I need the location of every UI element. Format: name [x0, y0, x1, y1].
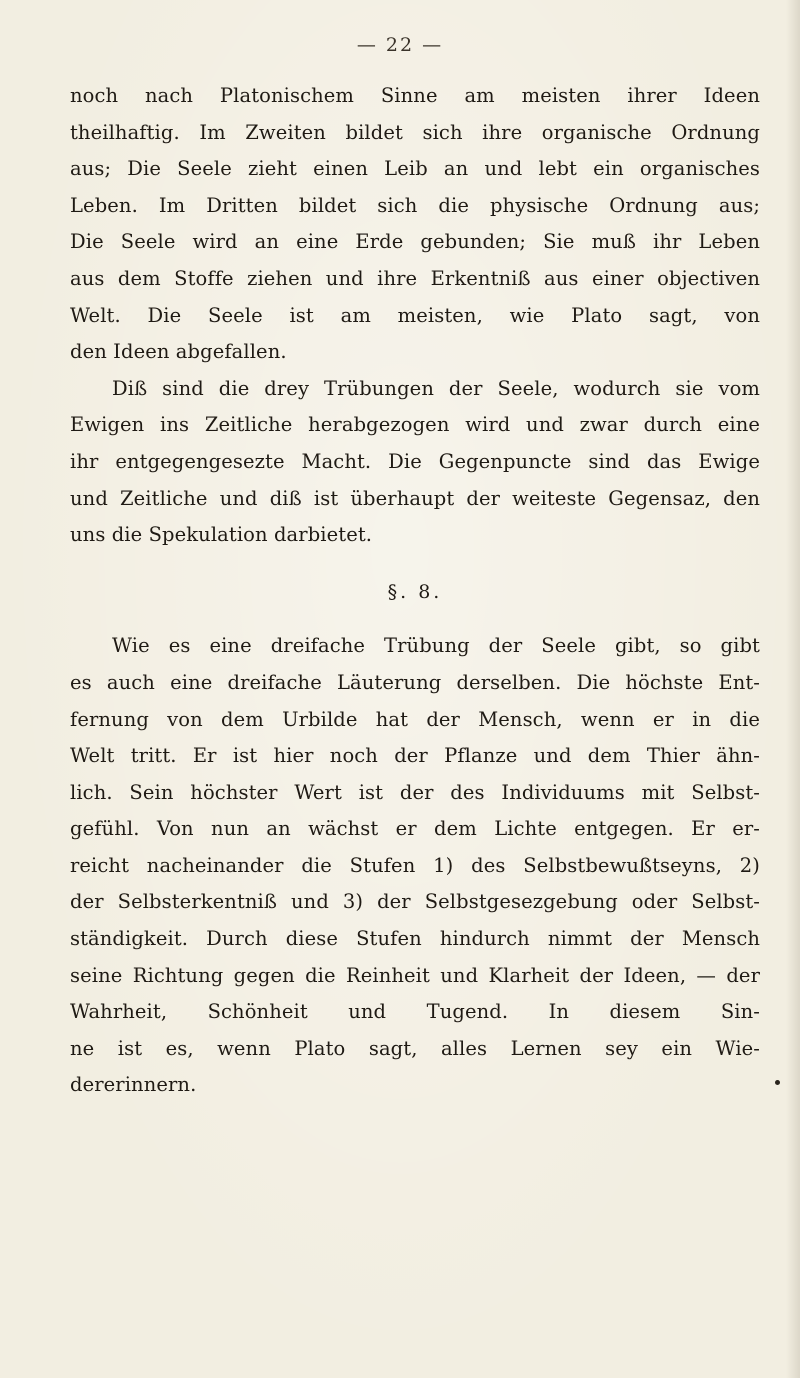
text-line: theilhaftig. Im Zweiten bildet sich ihre organische Ordnung [70, 120, 760, 144]
section-heading: §. 8. [387, 580, 443, 603]
text-line: Leben. Im Dritten bildet sich die physische Ordnung aus; [70, 193, 760, 217]
text-line: noch nach Platonischem Sinne am meisten ihrer Ideen [70, 84, 760, 107]
text-line: fernung von dem Urbilde hat der Mensch, wenn er in die [70, 707, 760, 731]
text-line: aus; Die Seele zieht einen Leib an und lebt ein organisches [70, 157, 760, 181]
text-line: den Ideen abgefallen. [70, 340, 287, 364]
text-line: lich. Sein höchster Wert ist der des Individuums mit Selbst- [70, 780, 760, 804]
paragraph [70, 628, 760, 1104]
text-line: gefühl. Von nun an wächst er dem Lichte entgegen. Er er- [70, 817, 760, 841]
text-line: seine Richtung gegen die Reinheit und Klarheit der Ideen, — der [70, 963, 760, 987]
page-edge-shadow [786, 0, 800, 1378]
text-line: reicht nacheinander die Stufen 1) des Selbstbewußtseyns, 2) [70, 853, 760, 877]
text-line: ihr entgegengesezte Macht. Die Gegenpuncte sind das Ewige [70, 449, 760, 473]
text-line: Wahrheit, Schönheit und Tugend. In diesem Sin- [70, 1000, 760, 1024]
text-line: Ewigen ins Zeitliche herabgezogen wird und zwar durch eine [70, 413, 760, 437]
text-line: ne ist es, wenn Plato sagt, alles Lernen sey ein Wie- [70, 1036, 760, 1060]
text-line: Welt. Die Seele ist am meisten, wie Plato sagt, von [70, 303, 760, 327]
text-line: Die Seele wird an eine Erde gebunden; Sie muß ihr Leben [70, 230, 760, 254]
paragraph [70, 371, 760, 554]
text-line: Welt tritt. Er ist hier noch der Pflanze und dem Thier ähn- [70, 744, 760, 768]
text-line: der Selbsterkentniß und 3) der Selbstgesezgebung oder Selbst- [70, 890, 760, 914]
text-line: Wie es eine dreifache Trübung der Seele gibt, so gibt [112, 634, 760, 658]
text-line: dererinnern. [70, 1073, 197, 1097]
text-line: ständigkeit. Durch diese Stufen hindurch nimmt der Mensch [70, 927, 760, 951]
text-line: uns die Spekulation darbietet. [70, 523, 373, 547]
paragraph [70, 78, 760, 371]
body-text [70, 78, 760, 1104]
text-line: es auch eine dreifache Läuterung derselben. Die höchste Ent- [70, 670, 760, 694]
page-number: — 22 — [356, 34, 444, 56]
text-line: aus dem Stoffe ziehen und ihre Erkentniß aus einer objectiven [70, 266, 760, 290]
text-line: und Zeitliche und diß ist überhaupt der weiteste Gegensaz, den [70, 486, 760, 510]
ink-spot [775, 1080, 780, 1085]
text-line: Diß sind die drey Trübungen der Seele, wodurch sie vom [112, 376, 760, 400]
